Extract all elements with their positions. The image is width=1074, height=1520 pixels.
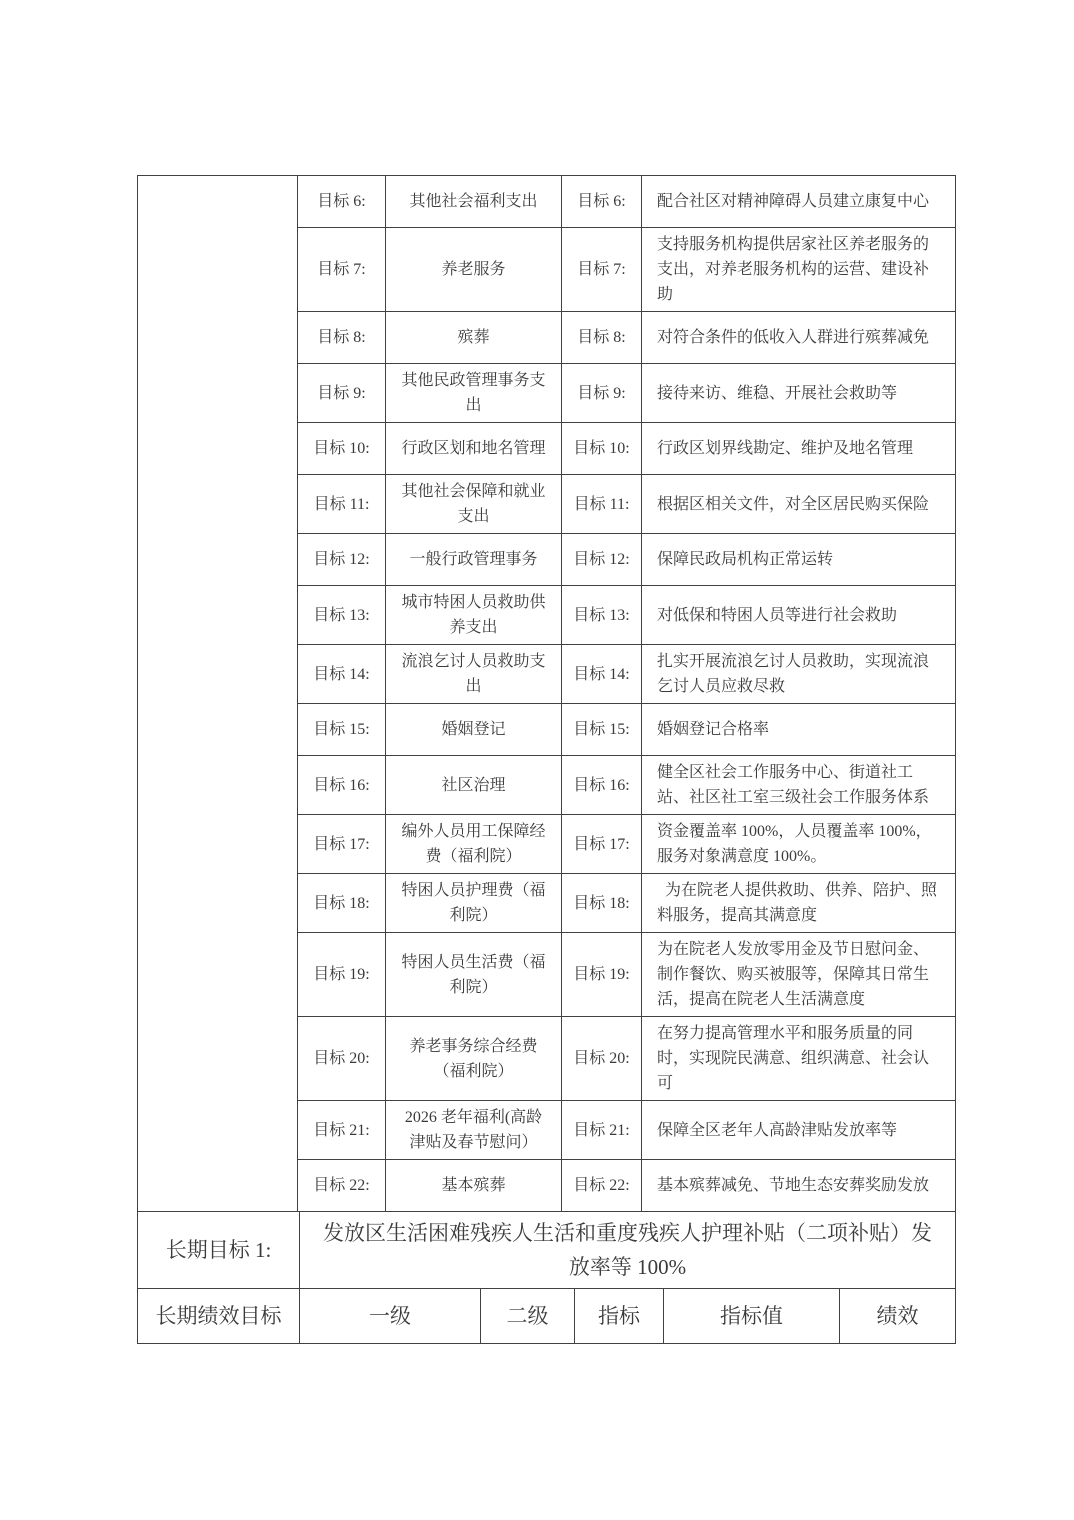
goal-left-label: 目标 6: — [298, 176, 386, 228]
goal-left-label: 目标 20: — [298, 1017, 386, 1101]
goal-right-label: 目标 13: — [562, 586, 642, 645]
goal-left-label: 目标 13: — [298, 586, 386, 645]
long-term-grid — [137, 1212, 956, 1344]
goal-right-label: 目标 8: — [562, 312, 642, 364]
goal-left-label: 目标 17: — [298, 815, 386, 874]
goal-desc: 扎实开展流浪乞讨人员救助，实现流浪乞讨人员应救尽救 — [642, 645, 956, 704]
goal-right-label: 目标 20: — [562, 1017, 642, 1101]
goal-desc: 基本殡葬减免、节地生态安葬奖励发放 — [642, 1160, 956, 1212]
goal-right-label: 目标 11: — [562, 475, 642, 534]
perf-col-performance: 绩效 — [840, 1289, 956, 1344]
goal-name: 社区治理 — [386, 756, 562, 815]
goal-name: 2026 老年福利(高龄津贴及春节慰问） — [386, 1101, 562, 1160]
goal-right-label: 目标 18: — [562, 874, 642, 933]
goal-name: 编外人员用工保障经费（福利院） — [386, 815, 562, 874]
goal-right-label: 目标 15: — [562, 704, 642, 756]
goal-right-label: 目标 6: — [562, 176, 642, 228]
goal-name: 特困人员护理费（福利院） — [386, 874, 562, 933]
goal-name: 婚姻登记 — [386, 704, 562, 756]
goal-left-label: 目标 15: — [298, 704, 386, 756]
goals-grid — [137, 175, 956, 1212]
long-term-perf-label: 长期绩效目标 — [138, 1289, 300, 1344]
goal-left-label: 目标 18: — [298, 874, 386, 933]
perf-col-level1: 一级 — [300, 1289, 481, 1344]
goal-desc: 为在院老人提供救助、供养、陪护、照料服务，提高其满意度 — [642, 874, 956, 933]
goal-name: 其他民政管理事务支出 — [386, 364, 562, 423]
goal-right-label: 目标 17: — [562, 815, 642, 874]
goal-left-label: 目标 21: — [298, 1101, 386, 1160]
goal-desc: 保障民政局机构正常运转 — [642, 534, 956, 586]
goal-right-label: 目标 12: — [562, 534, 642, 586]
goal-desc: 对低保和特困人员等进行社会救助 — [642, 586, 956, 645]
goal-name: 其他社会保障和就业支出 — [386, 475, 562, 534]
goal-name: 殡葬 — [386, 312, 562, 364]
goal-left-label: 目标 10: — [298, 423, 386, 475]
goal-left-label: 目标 7: — [298, 228, 386, 312]
perf-col-indicator-value: 指标值 — [664, 1289, 840, 1344]
goal-name: 行政区划和地名管理 — [386, 423, 562, 475]
perf-col-level2: 二级 — [481, 1289, 575, 1344]
goal-desc: 行政区划界线勘定、维护及地名管理 — [642, 423, 956, 475]
goal-name: 特困人员生活费（福利院） — [386, 933, 562, 1017]
goal-right-label: 目标 7: — [562, 228, 642, 312]
goal-right-label: 目标 22: — [562, 1160, 642, 1212]
goal-desc: 接待来访、维稳、开展社会救助等 — [642, 364, 956, 423]
goal-right-label: 目标 10: — [562, 423, 642, 475]
goal-left-label: 目标 14: — [298, 645, 386, 704]
goal-left-label: 目标 12: — [298, 534, 386, 586]
goal-name: 流浪乞讨人员救助支出 — [386, 645, 562, 704]
goal-right-label: 目标 16: — [562, 756, 642, 815]
long-term-goal-text: 发放区生活困难残疾人生活和重度残疾人护理补贴（二项补贴）发放率等 100% — [300, 1212, 956, 1289]
goal-desc: 支持服务机构提供居家社区养老服务的支出，对养老服务机构的运营、建设补助 — [642, 228, 956, 312]
goal-left-label: 目标 16: — [298, 756, 386, 815]
goal-left-label: 目标 19: — [298, 933, 386, 1017]
goal-desc: 资金覆盖率 100%，人员覆盖率 100%，服务对象满意度 100%。 — [642, 815, 956, 874]
goal-name: 养老事务综合经费（福利院） — [386, 1017, 562, 1101]
goal-left-label: 目标 11: — [298, 475, 386, 534]
goal-name: 其他社会福利支出 — [386, 176, 562, 228]
goal-right-label: 目标 14: — [562, 645, 642, 704]
goal-right-label: 目标 9: — [562, 364, 642, 423]
goal-left-label: 目标 22: — [298, 1160, 386, 1212]
goal-desc: 保障全区老年人高龄津贴发放率等 — [642, 1101, 956, 1160]
performance-goals-table — [137, 175, 956, 1344]
goal-desc: 对符合条件的低收入人群进行殡葬减免 — [642, 312, 956, 364]
perf-col-indicator: 指标 — [575, 1289, 664, 1344]
goal-name: 基本殡葬 — [386, 1160, 562, 1212]
goal-desc: 在努力提高管理水平和服务质量的同时，实现院民满意、组织满意、社会认可 — [642, 1017, 956, 1101]
goal-left-label: 目标 8: — [298, 312, 386, 364]
goal-left-label: 目标 9: — [298, 364, 386, 423]
goal-desc: 根据区相关文件，对全区居民购买保险 — [642, 475, 956, 534]
goal-desc: 为在院老人发放零用金及节日慰问金、制作餐饮、购买被服等，保障其日常生活，提高在院老人生活满意度 — [642, 933, 956, 1017]
goal-desc: 配合社区对精神障碍人员建立康复中心 — [642, 176, 956, 228]
goal-desc: 健全区社会工作服务中心、街道社工站、社区社工室三级社会工作服务体系 — [642, 756, 956, 815]
empty-merged-cell — [138, 176, 298, 1212]
goal-name: 一般行政管理事务 — [386, 534, 562, 586]
goal-name: 城市特困人员救助供养支出 — [386, 586, 562, 645]
goal-name: 养老服务 — [386, 228, 562, 312]
goal-right-label: 目标 21: — [562, 1101, 642, 1160]
goal-desc: 婚姻登记合格率 — [642, 704, 956, 756]
long-term-goal-label: 长期目标 1: — [138, 1212, 300, 1289]
goal-right-label: 目标 19: — [562, 933, 642, 1017]
